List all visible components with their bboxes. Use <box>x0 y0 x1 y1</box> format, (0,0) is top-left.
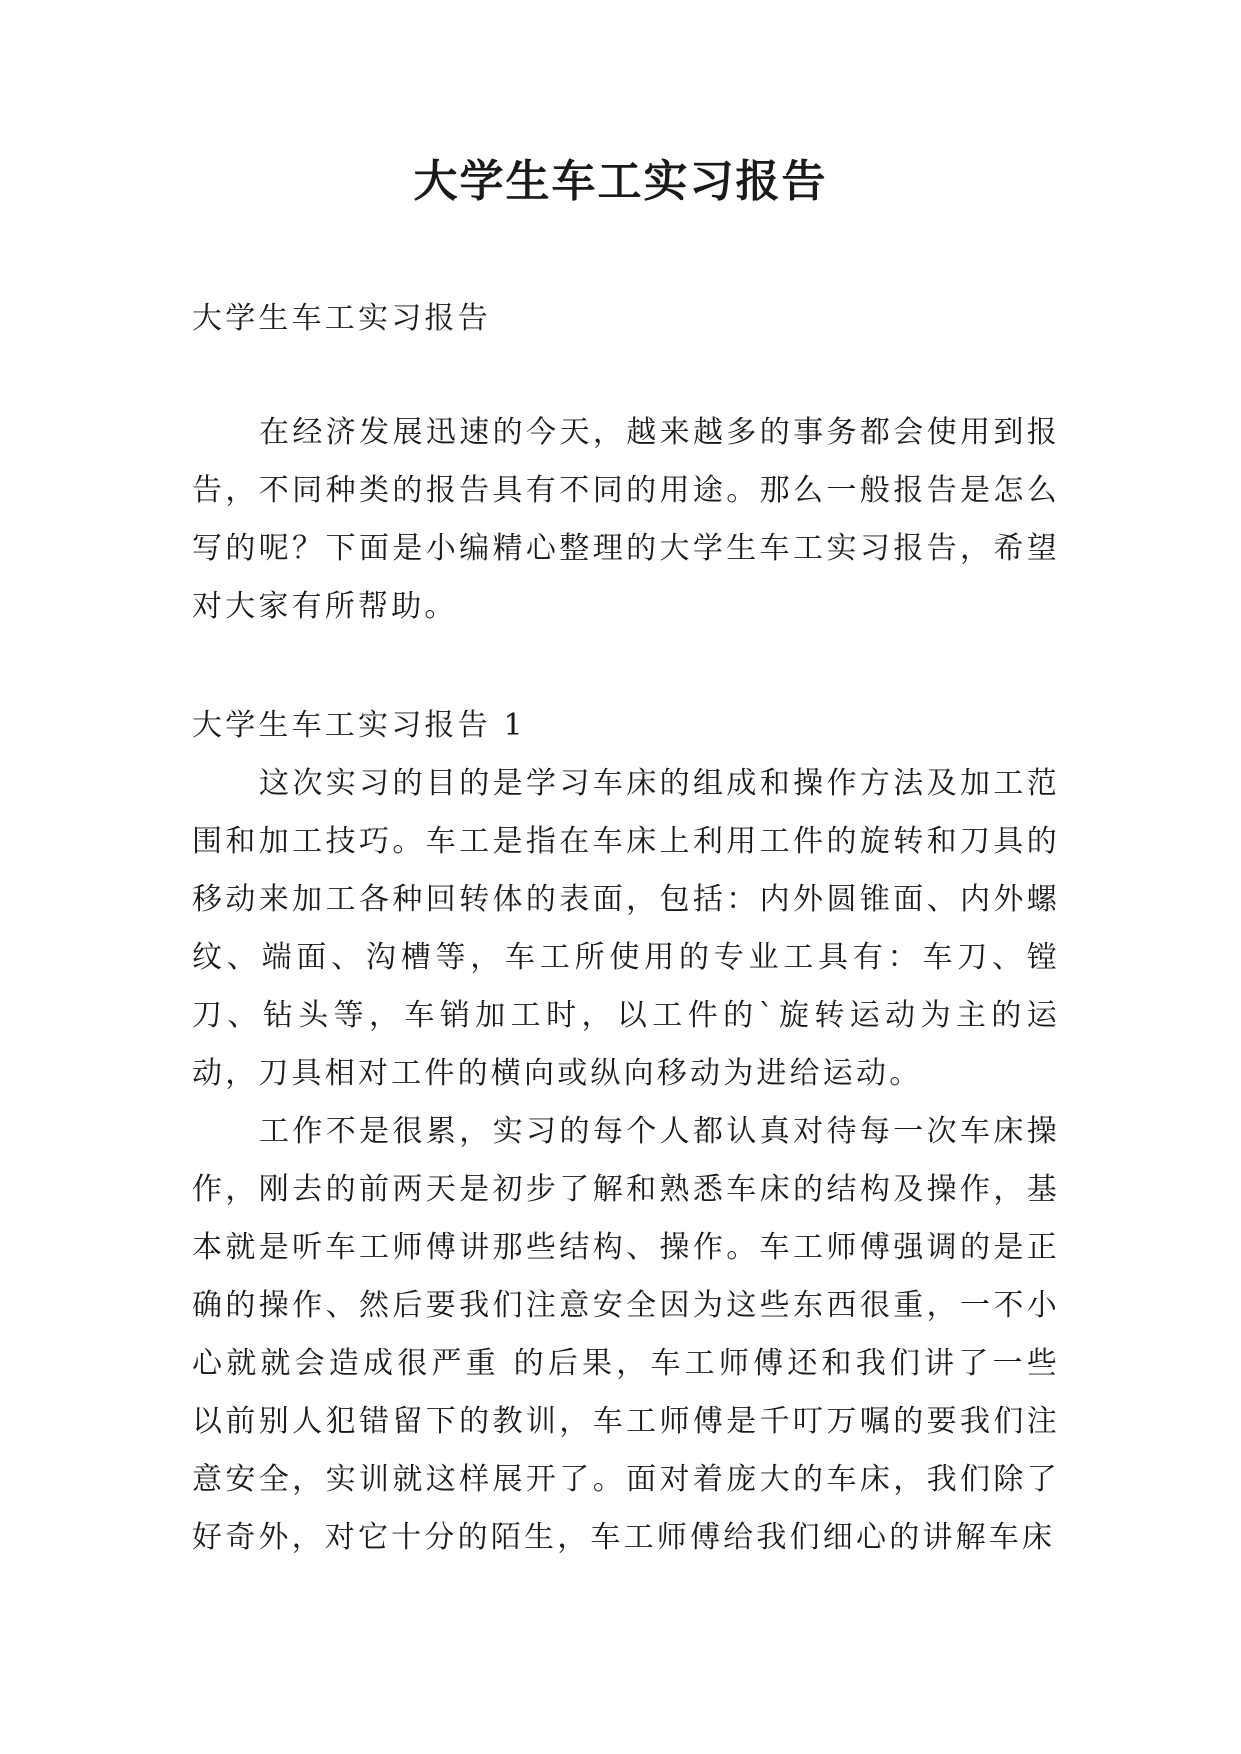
section-heading: 大学生车工实习报告 1 <box>192 708 526 743</box>
document-subtitle: 大学生车工实习报告 <box>192 301 491 336</box>
section-body <box>192 755 1060 1567</box>
body-paragraph-2: 工作不是很累，实习的每个人都认真对待每一次车床操作，刚去的前两天是初步了解和熟悉车床的结构及操作，基本就是听车工师傅讲那些结构、操作。车工师傅强调的是正确的操作、然后要我们注意安全因为这些东西很重，一不小心就就会造成很严重 的后果，车工师傅还和我们讲了一些以前别人犯错留下的教训，车工师傅是千叮万嘱的要我们注意安全，实训就这样展开了。面对着庞大的车床，我们除了好奇外，对它十分的陌生，车工师傅给我们细心的讲解车床 <box>192 1114 1060 1555</box>
intro-paragraph: 在经济发展迅速的今天，越来越多的事务都会使用到报告，不同种类的报告具有不同的用途。那么一般报告是怎么写的呢？下面是小编精心整理的大学生车工实习报告，希望对大家有所帮助。 <box>192 415 1060 624</box>
document-title: 大学生车工实习报告 <box>413 156 828 207</box>
body-paragraph-1: 这次实习的目的是学习车床的组成和操作方法及加工范围和加工技巧。车工是指在车床上利用工件的旋转和刀具的移动来加工各种回转体的表面，包括：内外圆锥面、内外螺纹、端面、沟槽等，车工所使用的专业工具有：车刀、镗刀、钻头等，车销加工时，以工件的`旋转运动为主的运动，刀具相对工件的横向或纵向移动为进给运动。 <box>192 766 1060 1091</box>
